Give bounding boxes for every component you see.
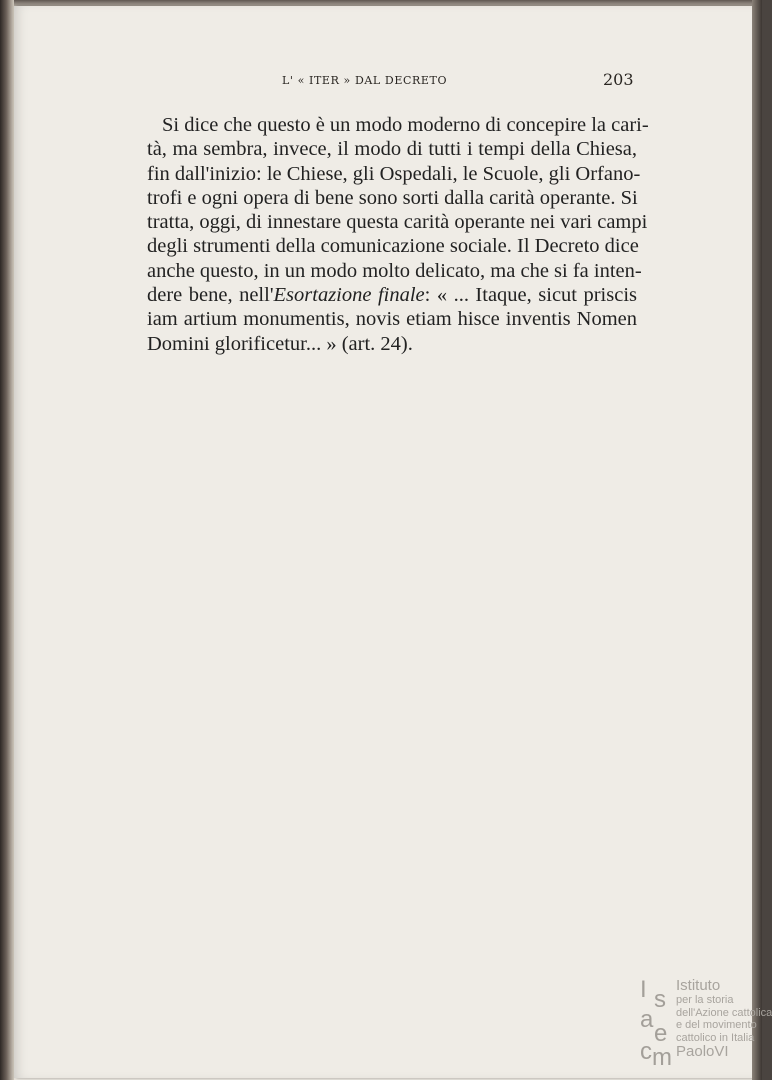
logo-line: dell'Azione cattolica	[676, 1006, 772, 1019]
paragraph-line: degli strumenti della comunicazione sociale. Il Decreto dice	[147, 235, 639, 258]
text-run: dere bene, nell'	[147, 284, 274, 307]
body-paragraph	[147, 113, 649, 356]
paragraph-line: iam artium monumentis, novis etiam hisce inventis Nomen	[147, 308, 637, 331]
logo-letter: a	[640, 1006, 654, 1033]
running-head: L' « ITER » DAL DECRETO	[282, 74, 448, 87]
logo-letter: e	[654, 1020, 668, 1047]
text-run: : « ... Itaque, sicut priscis	[424, 284, 637, 307]
logo-letter: I	[640, 976, 647, 1003]
paragraph-line: tà, ma sembra, invece, il modo di tutti i tempi della Chiesa,	[147, 138, 637, 161]
logo-line: e del movimento	[676, 1019, 757, 1032]
paragraph-line: fin dall'inizio: le Chiese, gli Ospedali, le Scuole, gli Orfano-	[147, 162, 641, 185]
logo-letter-block	[640, 978, 674, 1070]
logo-line: per la storia	[676, 994, 734, 1006]
page-right-edge	[752, 0, 762, 1080]
paragraph-line: Domini glorificetur... » (art. 24).	[147, 332, 413, 355]
book-spine-edge	[0, 0, 14, 1080]
logo-letter: c	[640, 1038, 652, 1065]
logo-letter: m	[652, 1044, 672, 1071]
logo-letter: s	[654, 986, 666, 1013]
italic-title: Esortazione finale	[273, 284, 425, 307]
logo-line: PaoloVI	[676, 1043, 729, 1061]
logo-text	[676, 977, 772, 1061]
paragraph-line	[147, 283, 637, 307]
paragraph-line: tratta, oggi, di innestare questa carità operante nei vari campi	[147, 211, 648, 234]
page-number: 203	[603, 70, 634, 89]
paragraph-line: Si dice che questo è un modo moderno di concepire la cari-	[162, 114, 649, 136]
logo-line: Istituto	[676, 977, 721, 994]
paragraph-line: trofi e ogni opera di bene sono sorti dalla carità operante. Si	[147, 186, 638, 209]
paragraph-line: anche questo, in un modo molto delicato, ma che si fa inten-	[147, 259, 642, 282]
isacem-watermark-logo	[640, 976, 772, 1071]
logo-line: cattolico in Italia	[676, 1031, 755, 1044]
